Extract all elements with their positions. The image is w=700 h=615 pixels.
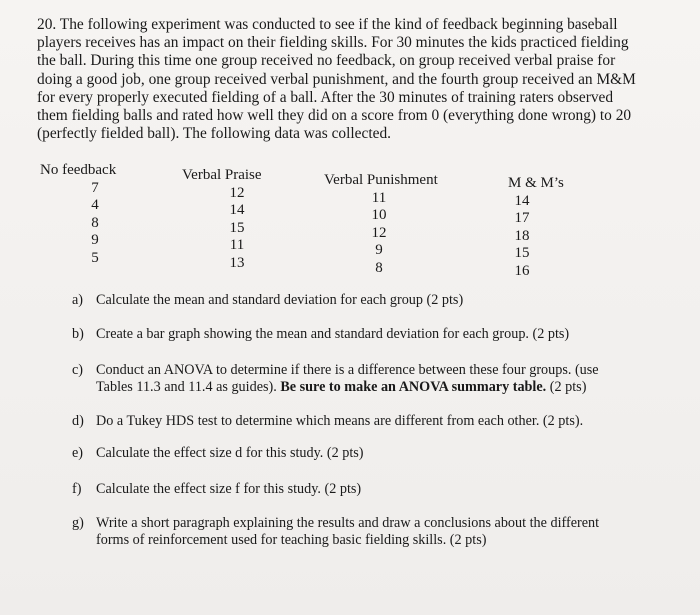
table-cell: 9	[375, 242, 383, 258]
problem-statement	[37, 16, 667, 143]
question-label: e)	[72, 445, 84, 461]
table-cell: 9	[91, 232, 99, 248]
column-m-and-ms	[508, 175, 588, 280]
question-text: Conduct an ANOVA to determine if there is a difference between these four groups. (use	[96, 362, 599, 378]
table-cell: 15	[514, 245, 530, 261]
question-b	[72, 326, 652, 343]
column-header: Verbal Punishment	[324, 172, 438, 188]
question-c	[72, 362, 652, 395]
question-text: Calculate the effect size f for this study. (2 pts)	[96, 481, 362, 497]
question-continuation: forms of reinforcement used for teaching basic fielding skills. (2 pts)	[96, 531, 487, 548]
question-a	[72, 292, 652, 309]
table-cell: 11	[371, 189, 387, 206]
table-cell: 12	[229, 184, 245, 201]
question-f	[72, 481, 652, 498]
table-cell: 14	[514, 192, 530, 209]
table-cell: 7	[91, 179, 99, 196]
column-header: Verbal Praise	[182, 167, 262, 183]
question-label: d)	[72, 413, 84, 429]
question-text: Create a bar graph showing the mean and standard deviation for each group. (2 pts)	[96, 326, 570, 342]
problem-line: players receives has an impact on their fielding skills. For 30 minutes the kids practiced fielding	[37, 34, 629, 52]
table-cell: 17	[514, 210, 530, 226]
column-verbal-praise	[182, 167, 292, 272]
question-continuation: Tables 11.3 and 11.4 as guides). Be sure to make an ANOVA summary table. (2 pts)	[96, 378, 587, 395]
problem-line: doing a good job, one group received verbal punishment, and the fourth group received an M&M	[37, 70, 636, 88]
table-cell: 15	[229, 219, 245, 236]
bold-instruction: Be sure to make an ANOVA summary table.	[280, 378, 547, 395]
column-verbal-punishment	[324, 172, 454, 277]
question-d	[72, 413, 652, 430]
problem-line: for every properly executed fielding of a ball. After the 30 minutes of training raters observed	[37, 88, 614, 106]
table-cell: 16	[514, 262, 530, 279]
question-label: f)	[72, 481, 82, 497]
problem-line: 20. The following experiment was conducted to see if the kind of feedback beginning baseball	[37, 16, 618, 33]
table-cell: 11	[229, 237, 245, 253]
table-cell: 10	[371, 207, 387, 223]
table-cell: 8	[375, 259, 383, 276]
table-cell: 18	[514, 227, 530, 244]
question-label: c)	[72, 362, 84, 378]
question-text: Calculate the mean and standard deviation for each group (2 pts)	[96, 292, 464, 308]
column-header: M & M’s	[508, 175, 564, 191]
question-label: a)	[72, 292, 84, 308]
problem-line: them fielding balls and rated how well they did on a score from 0 (everything done wrong) to 20	[37, 107, 632, 125]
column-no-feedback	[40, 162, 130, 267]
table-cell: 12	[371, 224, 387, 241]
question-text: Write a short paragraph explaining the results and draw a conclusions about the different	[96, 515, 600, 531]
question-e	[72, 445, 652, 462]
table-cell: 4	[91, 197, 99, 213]
table-cell: 13	[229, 254, 245, 271]
problem-line: the ball. During this time one group received no feedback, on group received verbal praise for	[37, 52, 616, 70]
table-cell: 14	[229, 202, 245, 218]
question-label: b)	[72, 326, 84, 342]
problem-line: (perfectly fielded ball). The following data was collected.	[37, 125, 391, 143]
table-cell: 8	[91, 214, 99, 231]
column-header: No feedback	[40, 162, 117, 178]
question-label: g)	[72, 515, 84, 531]
question-text: Calculate the effect size d for this study. (2 pts)	[96, 445, 364, 461]
question-g	[72, 515, 652, 548]
table-cell: 5	[91, 249, 99, 266]
question-text: Do a Tukey HDS test to determine which means are different from each other. (2 pts).	[96, 413, 584, 429]
